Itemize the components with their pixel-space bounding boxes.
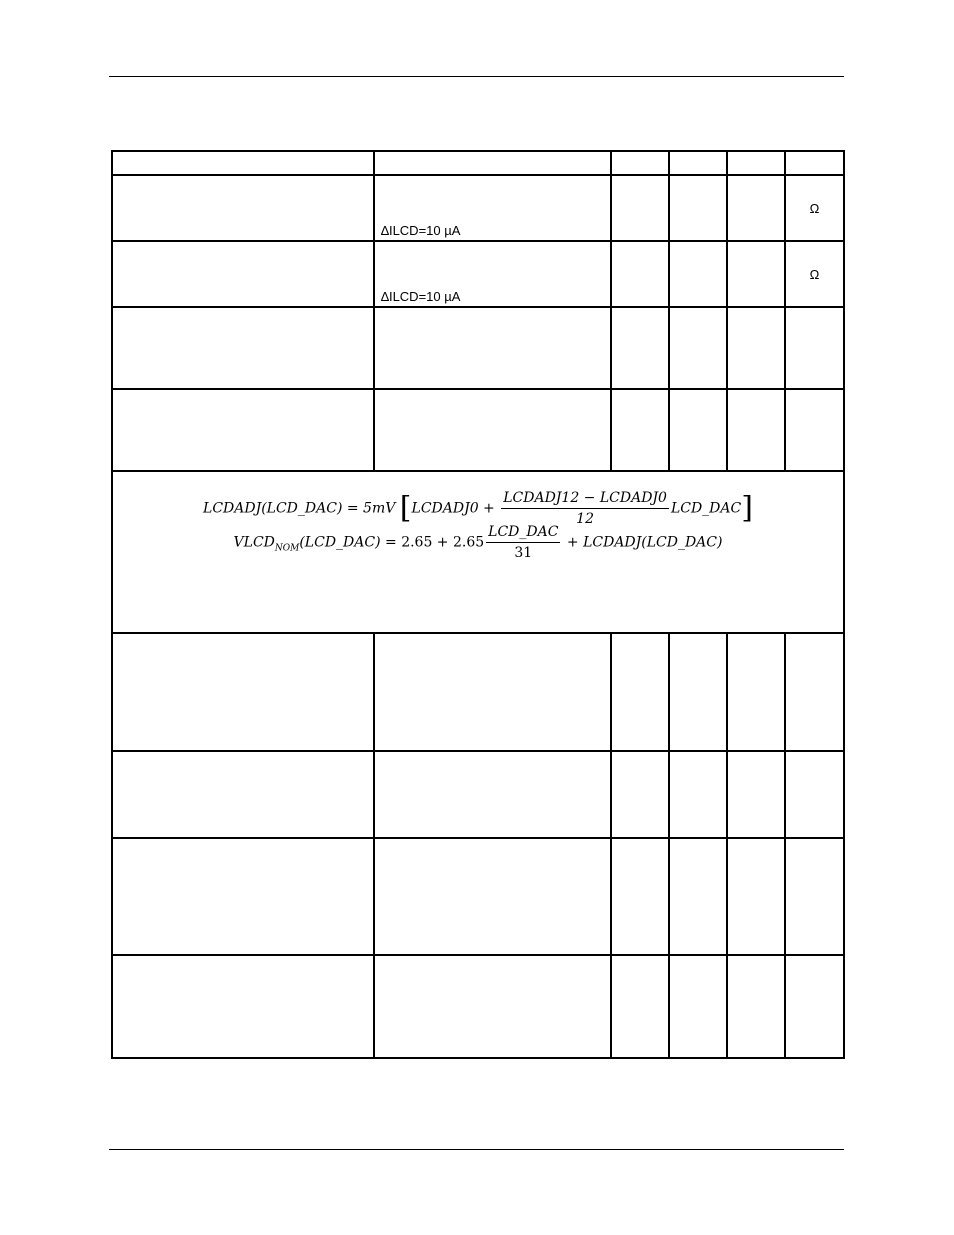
- condition-cell: [374, 389, 611, 471]
- formula-fraction: [486, 524, 560, 561]
- condition-cell: [374, 307, 611, 389]
- typ-cell: [669, 633, 727, 751]
- header-cell: [785, 151, 844, 175]
- formula-cell: [112, 471, 844, 633]
- formula-text: LCDADJ0 +: [411, 500, 500, 517]
- header-cell: [669, 151, 727, 175]
- unit-cell: [785, 955, 844, 1058]
- condition-cell: [374, 751, 611, 838]
- formula-bracket: [: [399, 490, 412, 526]
- spec-table: [111, 150, 845, 1059]
- table-row: [112, 175, 844, 241]
- table-row: [112, 751, 844, 838]
- condition-cell: [374, 633, 611, 751]
- formula-text: (LCD_DAC) =: [299, 534, 402, 551]
- param-cell: [112, 241, 374, 307]
- unit-cell: [785, 751, 844, 838]
- min-cell: [611, 241, 669, 307]
- formula-text: 2.65 + 2.65: [401, 534, 485, 551]
- fraction-denominator: 31: [514, 545, 533, 561]
- typ-cell: [669, 838, 727, 955]
- condition-cell: [374, 175, 611, 241]
- typ-cell: [669, 955, 727, 1058]
- formula-lcdadj: [113, 490, 843, 527]
- param-cell: [112, 838, 374, 955]
- param-cell: [112, 175, 374, 241]
- table-row: [112, 307, 844, 389]
- min-cell: [611, 175, 669, 241]
- min-cell: [611, 955, 669, 1058]
- formula-text: LCD_DAC: [670, 500, 742, 517]
- condition-text: ∆ILCD=10 µA: [381, 289, 461, 304]
- unit-cell: [785, 633, 844, 751]
- header-cell: [727, 151, 785, 175]
- unit-cell: [785, 307, 844, 389]
- condition-cell: [374, 955, 611, 1058]
- min-cell: [611, 307, 669, 389]
- typ-cell: [669, 389, 727, 471]
- table-row: [112, 633, 844, 751]
- footer-rule: [109, 1149, 844, 1150]
- formula-text: VLCD: [233, 534, 275, 551]
- typ-cell: [669, 175, 727, 241]
- formula-fraction: [501, 490, 669, 527]
- formula-vlcd-nom: [113, 524, 843, 561]
- formula-bracket: ]: [741, 490, 753, 526]
- table-row: [112, 241, 844, 307]
- max-cell: [727, 751, 785, 838]
- formula-subscript: NOM: [274, 543, 300, 554]
- condition-cell: [374, 838, 611, 955]
- table-row: [112, 389, 844, 471]
- max-cell: [727, 389, 785, 471]
- max-cell: [727, 955, 785, 1058]
- fraction-numerator: LCD_DAC: [486, 524, 560, 543]
- min-cell: [611, 389, 669, 471]
- unit-cell: Ω: [785, 175, 844, 241]
- header-cell: [374, 151, 611, 175]
- param-cell: [112, 633, 374, 751]
- header-rule: [109, 76, 844, 77]
- condition-cell: [374, 241, 611, 307]
- max-cell: [727, 307, 785, 389]
- max-cell: [727, 633, 785, 751]
- param-cell: [112, 751, 374, 838]
- max-cell: [727, 838, 785, 955]
- formula-text: LCDADJ(LCD_DAC) =: [203, 500, 364, 517]
- formula-text: 5mV: [363, 500, 396, 517]
- min-cell: [611, 838, 669, 955]
- table-row: [112, 838, 844, 955]
- param-cell: [112, 389, 374, 471]
- typ-cell: [669, 307, 727, 389]
- min-cell: [611, 751, 669, 838]
- table-row: [112, 955, 844, 1058]
- unit-cell: Ω: [785, 241, 844, 307]
- max-cell: [727, 175, 785, 241]
- param-cell: [112, 955, 374, 1058]
- fraction-denominator: 12: [576, 511, 594, 527]
- param-cell: [112, 307, 374, 389]
- typ-cell: [669, 751, 727, 838]
- formula-text: + LCDADJ(LCD_DAC): [562, 534, 723, 551]
- max-cell: [727, 241, 785, 307]
- table-header-row: [112, 151, 844, 175]
- header-cell: [112, 151, 374, 175]
- formula-row: [112, 471, 844, 633]
- fraction-numerator: LCDADJ12 − LCDADJ0: [501, 490, 669, 509]
- header-cell: [611, 151, 669, 175]
- unit-cell: [785, 838, 844, 955]
- typ-cell: [669, 241, 727, 307]
- min-cell: [611, 633, 669, 751]
- unit-cell: [785, 389, 844, 471]
- condition-text: ∆ILCD=10 µA: [381, 223, 461, 238]
